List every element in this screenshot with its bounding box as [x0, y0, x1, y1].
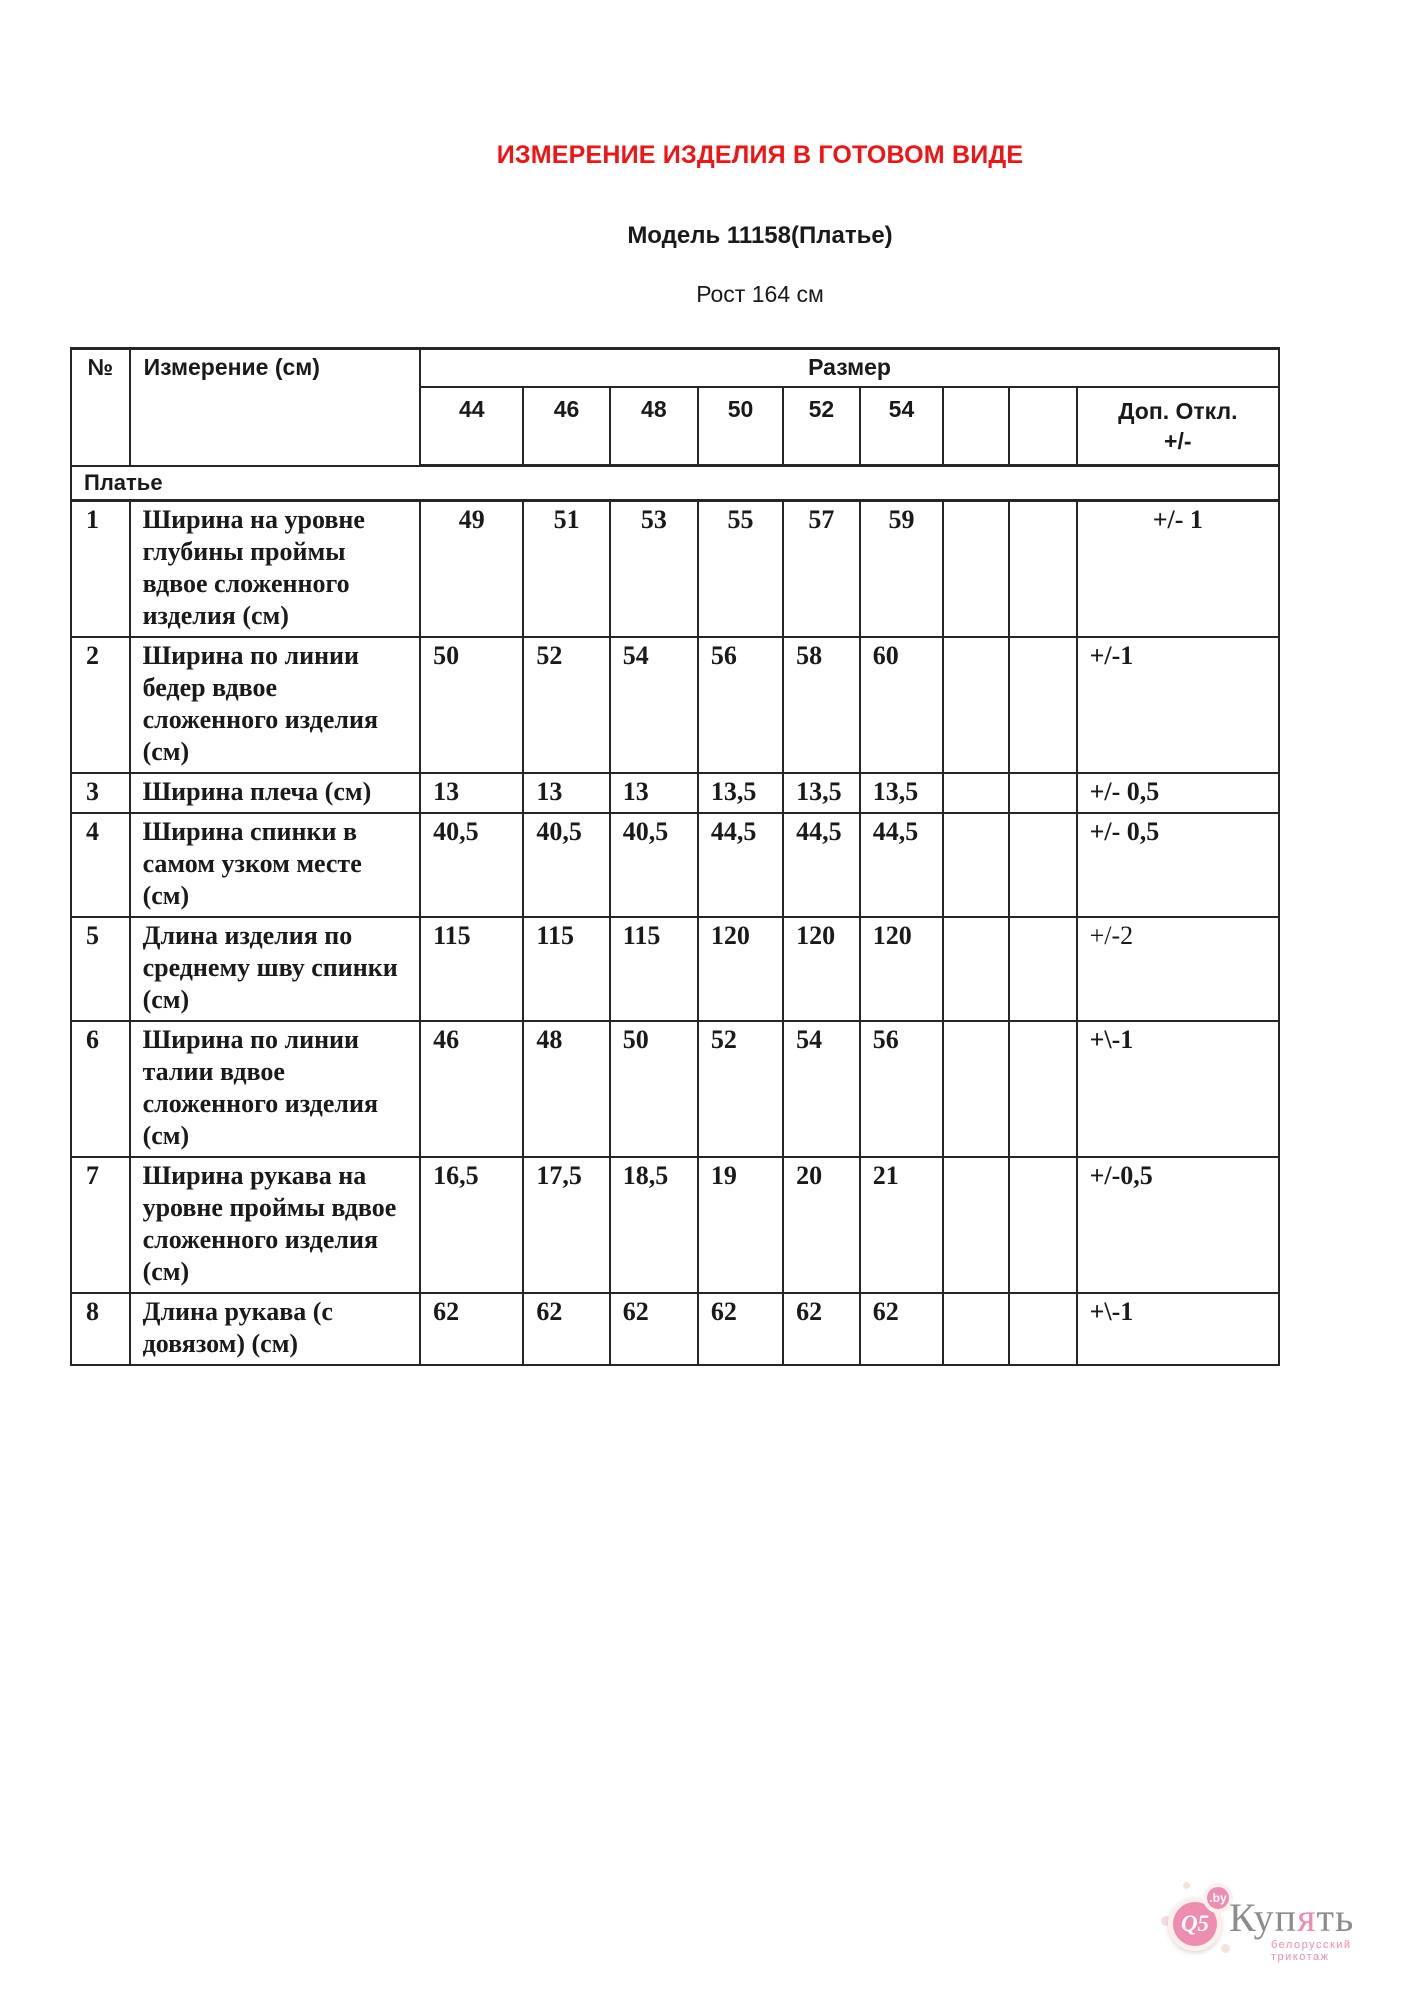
row-number-cell: 4 — [71, 813, 130, 917]
size-value-cell: 58 — [783, 637, 860, 773]
size-value-cell: 48 — [523, 1021, 609, 1157]
measurement-row — [71, 1021, 1279, 1157]
size-column-header: 52 — [783, 387, 860, 466]
size-value-cell-empty — [1009, 637, 1077, 773]
size-value-cell-empty — [1009, 1293, 1077, 1365]
measurement-name-cell: Ширина по линии бедер вдвое сложенного изделия (см) — [130, 637, 421, 773]
size-value-cell: 13,5 — [860, 773, 943, 813]
size-value-cell: 115 — [610, 917, 698, 1021]
page-title: ИЗМЕРЕНИЕ ИЗДЕЛИЯ В ГОТОВОМ ВИДЕ — [496, 141, 1024, 169]
size-value-cell: 55 — [698, 501, 783, 638]
tolerance-cell: +/-1 — [1077, 637, 1279, 773]
measurement-row — [71, 813, 1279, 917]
row-number-cell: 5 — [71, 917, 130, 1021]
size-value-cell-empty — [943, 1293, 1009, 1365]
tolerance-cell: +\-1 — [1077, 1021, 1279, 1157]
size-value-cell-empty — [943, 1157, 1009, 1293]
measurement-row — [71, 637, 1279, 773]
size-value-cell-empty — [1009, 1021, 1077, 1157]
height-note: Рост 164 см — [696, 281, 824, 307]
row-number-cell: 6 — [71, 1021, 130, 1157]
size-value-cell: 13 — [523, 773, 609, 813]
size-column-header-empty — [1009, 387, 1077, 466]
size-column-header: 50 — [698, 387, 783, 466]
size-value-cell: 120 — [860, 917, 943, 1021]
size-value-cell: 44,5 — [783, 813, 860, 917]
size-value-cell: 54 — [783, 1021, 860, 1157]
decorative-dot — [1221, 1944, 1230, 1953]
size-value-cell-empty — [943, 813, 1009, 917]
tolerance-cell: +/-2 — [1077, 917, 1279, 1021]
size-value-cell: 17,5 — [523, 1157, 609, 1293]
size-value-cell: 44,5 — [698, 813, 783, 917]
model-subtitle: Модель 11158(Платье) — [627, 222, 893, 249]
brand-part-accent: я — [1297, 1895, 1317, 1940]
size-value-cell: 56 — [698, 637, 783, 773]
row-number-cell: 1 — [71, 501, 130, 638]
tolerance-cell: +/- 0,5 — [1077, 773, 1279, 813]
measurement-row — [71, 773, 1279, 813]
size-value-cell: 62 — [698, 1293, 783, 1365]
size-value-cell: 13 — [420, 773, 523, 813]
size-value-cell-empty — [943, 637, 1009, 773]
size-value-cell: 62 — [610, 1293, 698, 1365]
section-label: Платье — [71, 466, 1279, 501]
measurement-name-cell: Ширина рукава на уровне проймы вдвое сложенного изделия (см) — [130, 1157, 421, 1293]
size-value-cell: 21 — [860, 1157, 943, 1293]
measurement-name-cell: Ширина на уровне глубины проймы вдвое сложенного изделия (см) — [130, 501, 421, 638]
size-value-cell: 115 — [420, 917, 523, 1021]
logo-by-badge: .by — [1203, 1883, 1233, 1913]
size-value-cell: 40,5 — [610, 813, 698, 917]
size-value-cell: 50 — [610, 1021, 698, 1157]
tolerance-cell: +/- 1 — [1077, 501, 1279, 638]
size-value-cell: 62 — [523, 1293, 609, 1365]
size-value-cell: 13 — [610, 773, 698, 813]
measurement-row — [71, 1157, 1279, 1293]
tolerance-cell: +/-0,5 — [1077, 1157, 1279, 1293]
size-column-header-empty — [943, 387, 1009, 466]
row-number-cell: 8 — [71, 1293, 130, 1365]
size-value-cell: 16,5 — [420, 1157, 523, 1293]
size-value-cell: 44,5 — [860, 813, 943, 917]
size-value-cell: 50 — [420, 637, 523, 773]
size-value-cell-empty — [1009, 1157, 1077, 1293]
size-value-cell: 18,5 — [610, 1157, 698, 1293]
measurement-name-cell: Ширина плеча (см) — [130, 773, 421, 813]
size-value-cell: 62 — [420, 1293, 523, 1365]
size-column-header: 44 — [420, 387, 523, 466]
size-value-cell: 13,5 — [783, 773, 860, 813]
tolerance-cell: +\-1 — [1077, 1293, 1279, 1365]
logo-q5-text: Q5 — [1173, 1902, 1217, 1946]
measurement-name-cell: Длина изделия по среднему шву спинки (см) — [130, 917, 421, 1021]
size-value-cell: 49 — [420, 501, 523, 638]
brand-part: ть — [1316, 1895, 1355, 1940]
brand-part: Куп — [1229, 1895, 1298, 1940]
measurement-row — [71, 1293, 1279, 1365]
size-column-header: 46 — [523, 387, 609, 466]
size-value-cell: 115 — [523, 917, 609, 1021]
size-value-cell: 13,5 — [698, 773, 783, 813]
size-value-cell-empty — [1009, 813, 1077, 917]
measurement-name-cell: Ширина спинки в самом узком месте (см) — [130, 813, 421, 917]
size-value-cell-empty — [943, 773, 1009, 813]
size-value-cell-empty — [943, 917, 1009, 1021]
size-value-cell: 57 — [783, 501, 860, 638]
measurement-name-cell: Ширина по линии талии вдвое сложенного изделия (см) — [130, 1021, 421, 1157]
measure-column-header: Измерение (см) — [130, 349, 421, 466]
brand-tagline: белорусский трикотаж — [1271, 1939, 1352, 1963]
size-value-cell: 51 — [523, 501, 609, 638]
size-value-cell-empty — [1009, 917, 1077, 1021]
brand-logo — [1163, 1882, 1378, 1963]
tolerance-header-line2: +/- — [1164, 427, 1192, 454]
size-column-header: 54 — [860, 387, 943, 466]
row-number-cell: 2 — [71, 637, 130, 773]
size-value-cell: 60 — [860, 637, 943, 773]
tolerance-cell: +/- 0,5 — [1077, 813, 1279, 917]
size-value-cell-empty — [943, 501, 1009, 638]
num-column-header: № — [71, 349, 130, 466]
size-value-cell: 46 — [420, 1021, 523, 1157]
size-value-cell-empty — [1009, 501, 1077, 638]
measurement-name-cell: Длина рукава (с довязом) (см) — [130, 1293, 421, 1365]
size-value-cell: 52 — [523, 637, 609, 773]
measurements-table — [70, 347, 1280, 1366]
size-column-header: 48 — [610, 387, 698, 466]
decorative-dot — [1183, 1882, 1190, 1889]
size-group-header: Размер — [420, 349, 1279, 387]
size-value-cell: 19 — [698, 1157, 783, 1293]
size-value-cell: 59 — [860, 501, 943, 638]
size-value-cell: 62 — [860, 1293, 943, 1365]
tolerance-column-header — [1077, 387, 1279, 466]
measurement-row — [71, 917, 1279, 1021]
size-value-cell: 54 — [610, 637, 698, 773]
row-number-cell: 3 — [71, 773, 130, 813]
size-value-cell: 56 — [860, 1021, 943, 1157]
measurement-row — [71, 501, 1279, 638]
table-header-row-1 — [71, 349, 1279, 387]
section-row — [71, 466, 1279, 501]
tolerance-header-line1: Доп. Откл. — [1118, 397, 1238, 424]
size-value-cell-empty — [943, 1021, 1009, 1157]
size-value-cell: 40,5 — [523, 813, 609, 917]
size-value-cell: 40,5 — [420, 813, 523, 917]
size-value-cell: 120 — [783, 917, 860, 1021]
row-number-cell: 7 — [71, 1157, 130, 1293]
size-value-cell: 120 — [698, 917, 783, 1021]
size-value-cell: 53 — [610, 501, 698, 638]
size-value-cell: 62 — [783, 1293, 860, 1365]
size-value-cell-empty — [1009, 773, 1077, 813]
brand-name — [1229, 1894, 1354, 1941]
size-value-cell: 52 — [698, 1021, 783, 1157]
size-value-cell: 20 — [783, 1157, 860, 1293]
